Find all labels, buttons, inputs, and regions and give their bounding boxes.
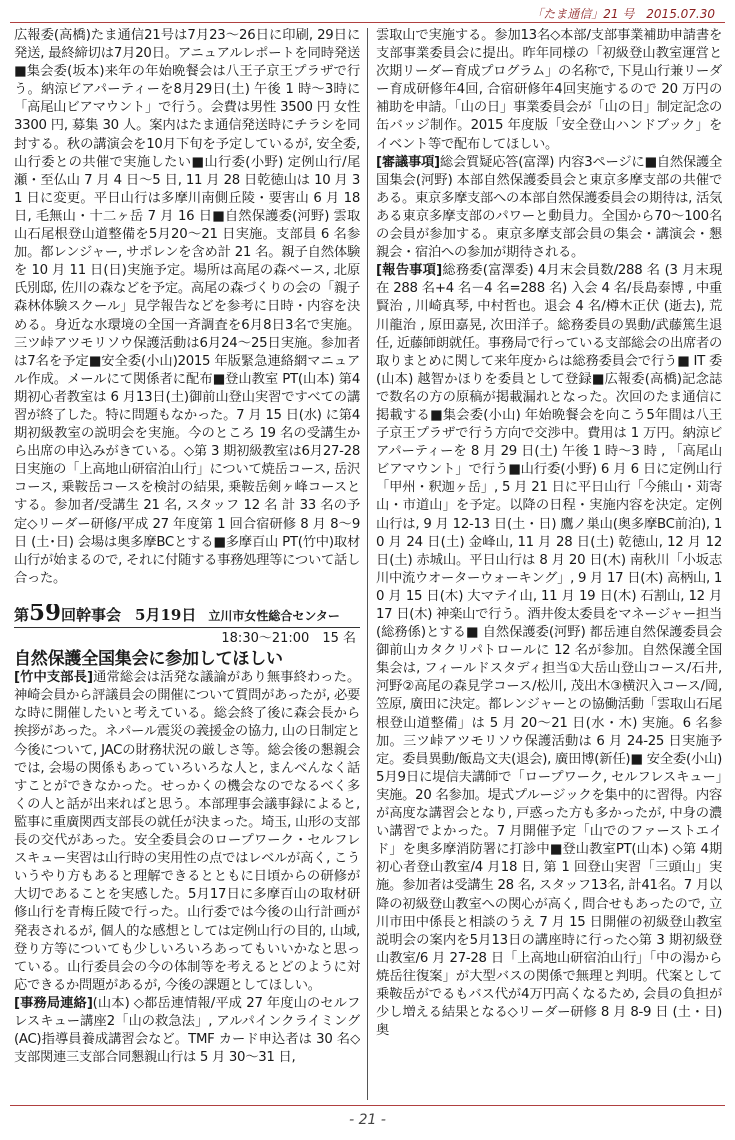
report-paragraph	[376, 154, 722, 263]
top-rule	[10, 22, 725, 23]
agenda-text: 通常総会は活発な議論があり無事終わった。神崎会員から評議員会の開催について質問があったが, 必要な時に開催したいと考えている。総会終了後に森会長から挨拶があった。ネパール震災の義援金の協力, 山の日制定と今後について, JACの財務状況の厳しさ等。総会後の懇親会では, 会場の関係もあっていろいろな人と, まんべんなく話すことができなかった。せっかくの機会なのでなるべく多くの人と話が出来ればと思う。本部理事会議事録によると, 監事に重廣関西支部長の就任が決まった。埼玉, 山形の支部長の交代があった。安全委員会のロープワーク・セルフレスキュー実習は山行時の実用性の点ではレベルが高く, こういうやり方もあると理解できるとともに日頃からの研修が大切であることを実感した。5月17日に多摩百山の取材研修山行を青梅丘陵で行った。山行委では今後の山行計画が発表されるが, 個人的な感想としては定例山行の目的, 山域, 登り方等についても少しいろいろあってもいいかなと思っている。山行委員会の今の体制等を考えるとどのように対応できるか問題があるが, 今後の課題としてほしい。	[14, 670, 360, 993]
agenda-text: 総務委(富澤委) 4月末会員数/288 名 (3 月末現在 288 名+4 名－4 名=288 名) 入会 4 名/長島泰博 , 中重賢治 , 川崎真琴, 中村哲也。退会 4 名/樽木正伏 (逝去), 荒川龍治 , 原田嘉晃, 次田洋子。総務委員の異動/武藤篤生退任, 近藤師朗就任。事務局で行っている支部総会の出席者の取りまとめに関して来年度からは総務委員会で行う■ IT 委(山本) 越智かほりを委員として登録■広報委(高橋)記念誌で数名の方の原稿が掲載漏れとなった。次回のたま通信に掲載する■集会委(小山) 年始晩餐会を向こう5年間は八王子京王プラザで行う方向で交渉中。費用は 1 万円。納涼ビアパーティーを 8 月 29 日(土) 午後 1 時～3 時 , 「高尾山ビアマウント」で行う■山行委(小野) 6 月 6 日に定例山行「甲州・釈迦ヶ岳」, 5 月 21 日に平日山行「今熊山・苅寄山・市道山」を予定。以降の日程・実施内容を決定。定例山行は, 9 月 12-13 日(土・日) 鷹ノ巣山(奥多摩BC前泊), 10 月 24 日(土) 金峰山, 11 月 28 日(土) 乾徳山, 12 月 12 日(土) 赤城山。平日山行は 8 月 20 日(木) 南秋川「小坂志川中流ウオーターウォーキング」, 9 月 17 日(木) 高柄山, 10 月 15 日(木) 大マテイ山, 11 月 19 日(木) 石割山, 12 月 17 日(木) 神楽山で行う。酒井俊太委員をマネージャー担当(総務係)とする■ 自然保護委(河野) 都岳連自然保護委員会御前山カタクリパトロールに 12 名が参加。自然保護全国集会は, フィールドスタディ担当①大岳山登山コース/石井, 河野②高尾の森見学コース/松川, 茂出木③横沢入コース/岡, 笠原, 廣田に決定。都レンジャーとの協働活動「雲取山石尾根登山道整備」は 5 月 20～21 日(水・木) 実施。6 名参加。三ツ峠アツモリソウ保護活動は 6 月 24-25 日実施予定。委員異動/飯島文夫(退会), 廣田博(新任)■ 安全委(小山) 5月9日に堤信夫講師で「ロープワーク, セルフレスキュー」実施。20 名参加。堤式プルージックを集中的に習得。内容が高度な講習会となり, 戸惑った方も多かったが, 中身の濃い講習でよかった。7 月開催予定「山でのファーストエイド」を奥多摩消防署に打診中■登山教室PT(山本) ◇第 4期初心者登山教室/4 月18 日, 第 1 回登山実習「三頭山」実施。参加者は受講生 28 名, スタッフ13名, 計41名。7 月以降の初級登山教室への関心が高く, 問合せもあったので, 立川市田中係長と相談のうえ 7 月 15 日開催の初級登山教室説明会の案内を5月13日の講座時に行った◇第 3 期初級登山教室/6 月 27-28 日「上高地山研宿泊山行」「中の湯から焼岳往復案」が大型バスの関係で無理と判明。代案として乗鞍岳がでるもバス代が4万円高くなるため, 会員の負担が少し増える結果となる◇リーダー研修 8 月 8-9 日 (土・日) 奥	[376, 263, 722, 1039]
report-paragraph	[376, 27, 722, 154]
meeting-date: 5月19日	[135, 605, 197, 624]
report-paragraph	[376, 262, 722, 1040]
agenda-text: 総会質疑応答(富澤) 内容3ページに■自然保護全国集会(河野) 本部自然保護委員会と東京多摩支部の共催である。東京多摩支部への本部自然保護委員会の期待は, 活気ある東京多摩支部のパワーと動員力。全国から70～100名の会員が参加する。東京多摩支部会員の集会・講演会・懇親会・宿泊への参加が期待される。	[376, 154, 722, 261]
report-paragraph: 広報委(高橋)たま通信21号は7月23～26日に印刷, 29日に発送, 最終締切は7月20日。アニュアルレポートを同時発送■集会委(坂本)来年の年始晩餐会は八王子京王プラザで行う。納涼ビアパーティーを8月29日(土) 午後 1 時～3時に「高尾山ビアマウント」で行う。会費は男性 3500 円 女性 3300 円, 募集 30 人。案内はたま通信発送時にチラシを同封する。秋の講演会を10月下旬を予定しているが, 安全委, 山行委との共催で実施したい■山行委(小野) 定例山行/尾瀬・至仏山 7 月 4 日～5 日, 11 月 28 日乾徳山は 10 月 31 日に変更。平日山行は多摩川南側丘陵・要害山 6 月 18 日, 毛無山・十二ヶ岳 7 月 16 日■自然保護委(河野) 雲取山石尾根登山道整備を5月20～21 日実施。支部員 6 名参加。都レンジャー, サポレンを含め計 21 名。親子自然体験を 10 月 11 日(日)実施予定。場所は高尾の森ベース, 北原氏別邸, 佐川の森などを予定。高尾の森づくりの会の「親子森林体験スクール」見学報告などを参考に日時・内容を決める。身近な水環境の全国一斉調査を6月8日3名で実施。三ツ峠アツモリソウ保護活動は6月24～25日実施。参加者は7名を予定■安全委(小山)2015 年版緊急連絡網マニュアル作成。メールにて関係者に配布■登山教室 PT(山本) 第4期初心者教室は 6 月13日(土)御前山登山実習ですべての講習が終了した。特に問題もなかった。7 月 15 日(水) に第4期初級教室の説明会を実施。今のところ 19 名の受講生から出席の申込みがきている。◇第 3 期初級教室は6月27-28日実施の「上高地山研宿泊山行」について焼岳コース, 岳沢コース, 乗鞍岳コースを検討の結果, 乗鞍岳剣ヶ峰コースとする。参加者/受講生 21 名, スタッフ 12 名 計 33 名の予定◇リーダー研修/平成 27 年度第 1 回合宿研修 8 月 8～9 日 (土･日) 会場は奥多摩BCとする■多摩百山 PT(竹中)取材山行が始まるので, それに付随する事務処理等について話し合った。	[14, 28, 360, 586]
agenda-label: [事務局連絡]	[14, 995, 93, 1011]
right-column	[376, 27, 722, 1102]
section-title: 自然保護全国集会に参加してほしい	[14, 649, 283, 670]
meeting-name: 回幹事会	[61, 605, 122, 624]
left-column	[14, 27, 360, 1102]
report-paragraph	[14, 995, 360, 1067]
bottom-rule	[10, 1105, 725, 1106]
report-paragraph	[14, 669, 360, 995]
meeting-time: 18:30～21:00 15 名	[221, 631, 356, 646]
meeting-number-prefix: 第	[14, 605, 30, 624]
page-header: 「たま通信」21 号 2015.07.30	[531, 7, 715, 21]
agenda-label: [審議事項]	[376, 154, 440, 170]
agenda-text: (山本) ◇都岳連情報/平成 27 年度山のセルフレスキュー講座2「山の救急法」, アルパインクライミング(AC)指導員養成講習会など。TMF カード申込者は 30 名◇支部関連三支部合同懇親山行は 5 月 30～31 日,	[14, 995, 360, 1066]
meeting-heading	[14, 604, 360, 628]
agenda-label: [竹中支部長]	[14, 670, 93, 686]
agenda-text: 雲取山で実施する。参加13名◇本部/支部事業補助申請書を支部事業委員会に提出。昨年同様の「初級登山教室運営と次期リーダー育成プログラム」の名称で, 下見山行兼リーダー育成研修年4回, 合宿研修年4回実施するので 20 万円の補助を申請。「山の日」事業委員会が「山の日」制定記念の缶バッジ制作。2015 年度版「安全登山ハンドブック」をイベント等で配布してほしい。	[376, 28, 722, 152]
meeting-number: 59	[29, 603, 62, 626]
meeting-venue: 立川市女性総合センター	[208, 608, 340, 623]
agenda-label: [報告事項]	[376, 263, 442, 279]
page-number: - 21 -	[349, 1112, 386, 1128]
column-divider	[367, 28, 368, 1100]
